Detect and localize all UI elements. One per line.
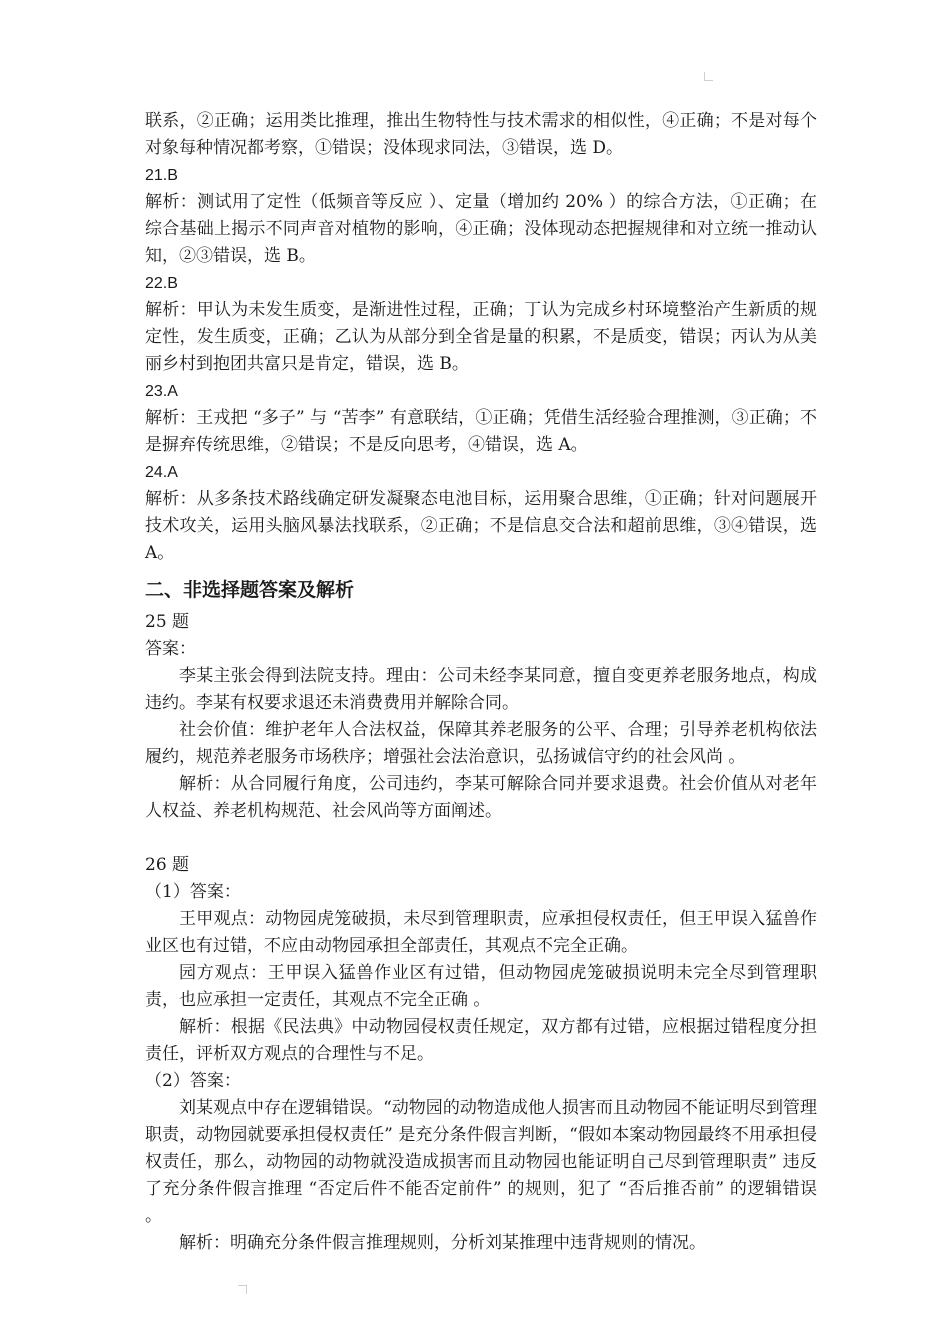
answer-paragraph: 解析：根据《民法典》中动物园侵权责任规定，双方都有过错，应根据过错程度分担责任，评析双方观点的合理性与不足。 xyxy=(145,1017,817,1064)
text-paragraph: 解析：从多条技术路线确定研发凝聚态电池目标，运用聚合思维，①正确；针对问题展开技术攻关，运用头脑风暴法找联系，②正确；不是信息交合法和超前思维，③④错误，选 A。 xyxy=(145,489,817,563)
question-number: 21.B xyxy=(145,167,178,184)
question-number: 24.A xyxy=(145,464,178,481)
answer-paragraph: 李某主张会得到法院支持。理由：公司未经李某同意，擅自变更养老服务地点，构成违约。李某有权要求退还未消费费用并解除合同。 xyxy=(145,666,817,713)
text-paragraph: 26 题 xyxy=(145,855,190,875)
text-paragraph: （2）答案： xyxy=(145,1071,241,1091)
page-corner-mark xyxy=(238,1285,247,1294)
page-corner-mark xyxy=(704,72,713,81)
question-number: 23.A xyxy=(145,383,178,400)
question-number: 22.B xyxy=(145,275,178,292)
text-paragraph: 答案： xyxy=(145,639,196,659)
answer-paragraph: 刘某观点中存在逻辑错误。“动物园的动物造成他人损害而且动物园不能证明尽到管理职责，动物园就要承担侵权责任” 是充分条件假言判断，“假如本案动物园最终不用承担侵权责任，那么，动物园的动物就没造成损害而且动物园也能证明自己尽到管理职责” 违反了充分条件假言推理 “否定后件不能否定前件” 的规则，犯了 “否后推否前” 的逻辑错误 。 xyxy=(145,1098,817,1226)
text-paragraph: 解析：测试用了定性（低频音等反应 ）、定量（增加约 20% ）的综合方法，①正确；在综合基础上揭示不同声音对植物的影响，④正确；没体现动态把握规律和对立统一推动认知，②③错误，选 B。 xyxy=(145,192,817,266)
document-body xyxy=(145,108,817,1257)
section-heading: 二、非选择题答案及解析 xyxy=(145,579,355,601)
answer-paragraph: 社会价值：维护老年人合法权益，保障其养老服务的公平、合理；引导养老机构依法履约，规范养老服务市场秩序；增强社会法治意识，弘扬诚信守约的社会风尚 。 xyxy=(145,720,817,767)
text-paragraph: 联系，②正确；运用类比推理，推出生物特性与技术需求的相似性，④正确；不是对每个对象每种情况都考察，①错误；没体现求同法，③错误，选 D。 xyxy=(145,111,817,158)
text-paragraph: 解析：甲认为未发生质变，是渐进性过程，正确；丁认为完成乡村环境整治产生新质的规定性，发生质变，正确；乙认为从部分到全省是量的积累，不是质变，错误；丙认为从美丽乡村到抱团共富只是肯定，错误，选 B。 xyxy=(145,300,817,374)
answer-paragraph: 解析：从合同履行角度，公司违约，李某可解除合同并要求退费。社会价值从对老年人权益、养老机构规范、社会风尚等方面阐述。 xyxy=(145,774,817,821)
paragraph-gap xyxy=(145,825,817,852)
answer-paragraph: 王甲观点：动物园虎笼破损，未尽到管理职责，应承担侵权责任，但王甲误入猛兽作业区也有过错，不应由动物园承担全部责任，其观点不完全正确。 xyxy=(145,909,817,956)
answer-paragraph: 园方观点：王甲误入猛兽作业区有过错，但动物园虎笼破损说明未完全尽到管理职责，也应承担一定责任，其观点不完全正确 。 xyxy=(145,963,817,1010)
text-paragraph: 解析：王戎把 “多子” 与 “苦李” 有意联结，①正确；凭借生活经验合理推测，③正确；不是摒弃传统思维，②错误；不是反向思考，④错误，选 A。 xyxy=(145,408,817,455)
text-paragraph: 25 题 xyxy=(145,612,190,632)
answer-paragraph: 解析：明确充分条件假言推理规则，分析刘某推理中违背规则的情况。 xyxy=(179,1233,706,1253)
text-paragraph: （1）答案： xyxy=(145,882,241,902)
